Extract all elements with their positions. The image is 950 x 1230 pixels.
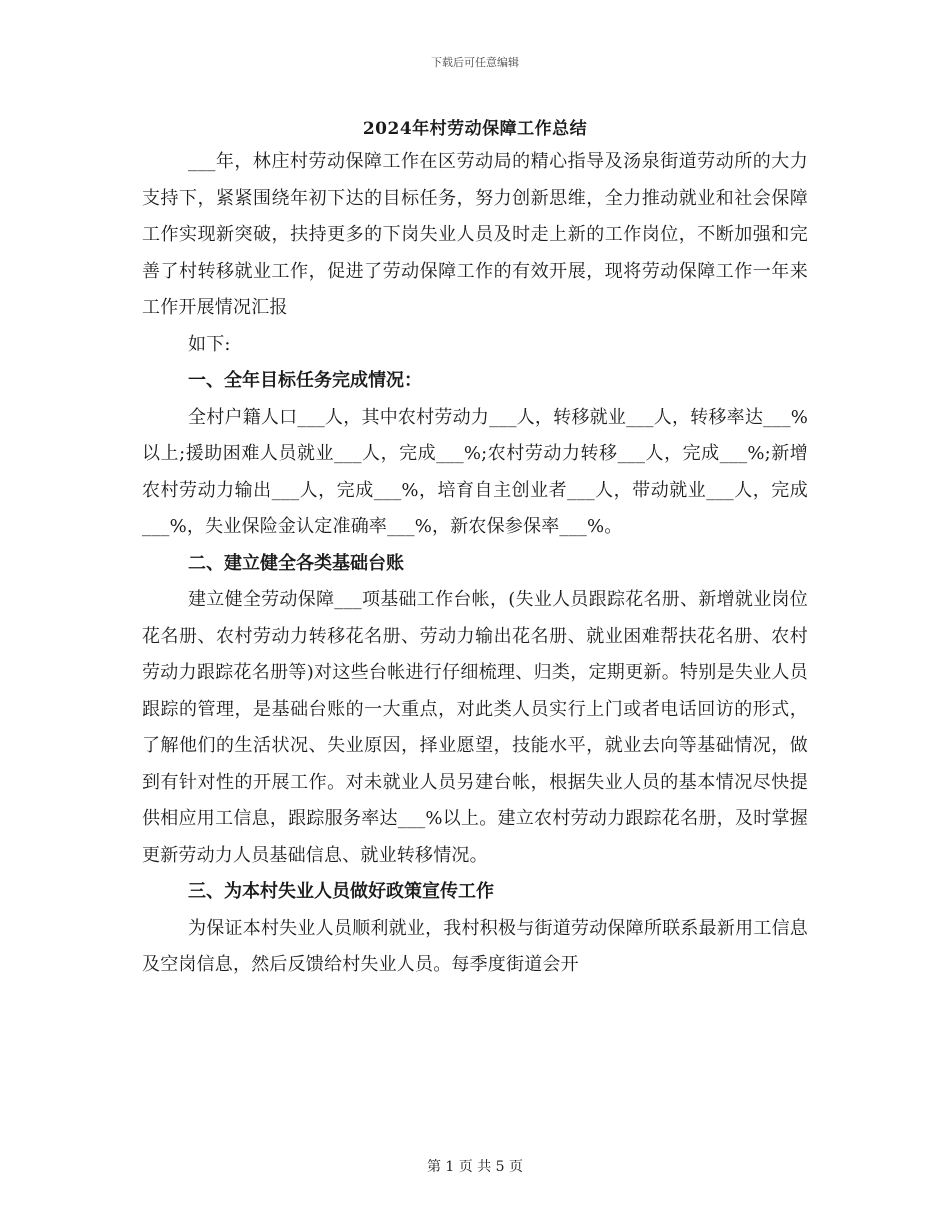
section-heading-ledgers: 二、建立健全各类基础台账 — [188, 552, 404, 574]
section-body-ledgers: 建立健全劳动保障___项基础工作台帐，(失业人员跟踪花名册、新增就业岗位花名册、农村劳动力转移花名册、劳动力输出花名册、就业困难帮扶花名册、农村劳动力跟踪花名册等)对这些台帐进行仔细梳理、归类，定期更新。特别是失业人员跟踪的管理，是基础台账的一大重点，对此类人员实行上门或者电话回访的形式，了解他们的生活状况、失业原因，择业愿望，技能水平，就业去向等基础情况，做到有针对性的开展工作。对未就业人员另建台帐，根据失业人员的基本情况尽快提供相应用工信息，跟踪服务率达___%以上。建立农村劳动力跟踪花名册，及时掌握更新劳动力人员基础信息、就业转移情况。 — [142, 589, 808, 866]
intro-paragraph: ___年，林庄村劳动保障工作在区劳动局的精心指导及汤泉街道劳动所的大力支持下，紧紧围绕年初下达的目标任务，努力创新思维，全力推动就业和社会保障工作实现新突破，扶持更多的下岗失业人员及时走上新的工作岗位，不断加强和完善了村转移就业工作，促进了劳动保障工作的有效开展，现将劳动保障工作一年来工作开展情况汇报 — [142, 151, 808, 318]
document-body — [142, 144, 808, 984]
section-body-publicity: 为保证本村失业人员顺利就业，我村积极与街道劳动保障所联系最新用工信息及空岗信息，然后反馈给村失业人员。每季度街道会开 — [142, 917, 808, 975]
header-note: 下载后可任意编辑 — [431, 56, 519, 69]
section-heading-publicity: 三、为本村失业人员做好政策宣传工作 — [188, 881, 494, 902]
section-body-targets: 全村户籍人口___人，其中农村劳动力___人，转移就业___人，转移率达___%以上;援助困难人员就业___人，完成___%;农村劳动力转移___人，完成___%;新增农村劳动力输出___人，完成___%，培育自主创业者___人，带动就业___人，完成___%，失业保险金认定准确率___%，新农保参保率___%。 — [142, 406, 808, 537]
document-title: 2024年村劳动保障工作总结 — [362, 119, 588, 139]
section-heading-targets: 一、全年目标任务完成情况： — [188, 370, 422, 391]
page-footer: 第 1 页 共 5 页 — [426, 1159, 524, 1175]
intro-continuation: 如下: — [188, 333, 231, 355]
